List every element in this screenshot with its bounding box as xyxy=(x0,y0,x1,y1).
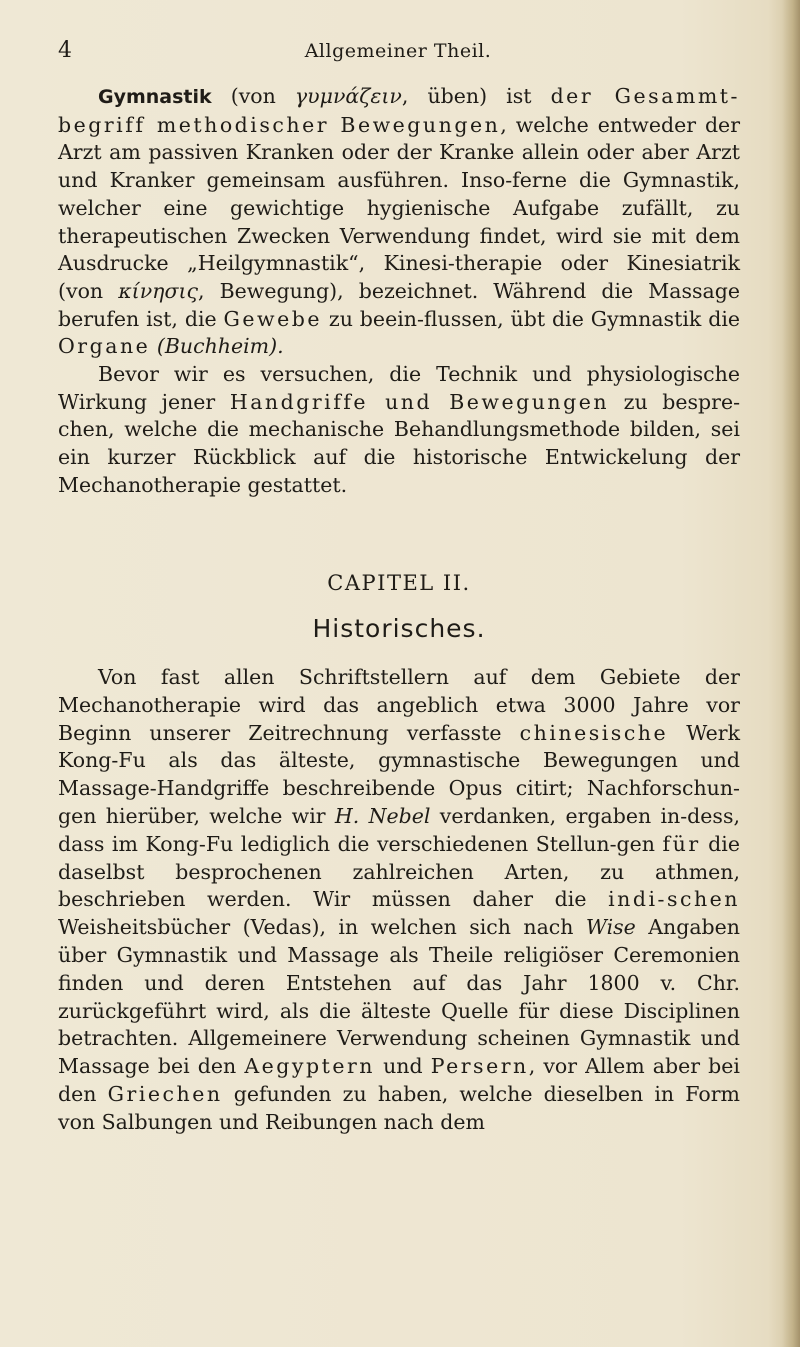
text-run: Angaben über Gymnastik und Massage als Theile religiöser Ceremonien finden und deren Entstehen auf das Jahr 1800 v. Chr. zurückgeführt wird, als die älteste Quelle für diese Disciplinen betrachten. Allgemeinere Verwendung scheinen Gymnastik und Massage bei den xyxy=(58,915,740,1079)
spaced-emphasis: Griechen xyxy=(107,1081,223,1106)
text-run: , Bewegung), bezeichnet. Während die Massage berufen ist, die xyxy=(58,278,741,331)
intro-section xyxy=(58,83,740,500)
page-number: 4 xyxy=(58,38,72,63)
spaced-emphasis: für xyxy=(662,831,701,856)
spaced-emphasis: Aegyptern xyxy=(244,1054,375,1079)
term-gymnastik: Gymnastik xyxy=(98,86,212,108)
spaced-emphasis: chinesische xyxy=(519,720,669,745)
paragraph-gymnastik-definition xyxy=(58,83,740,361)
spaced-emphasis: Persern xyxy=(430,1054,529,1079)
author-citation: H. Nebel xyxy=(334,803,431,828)
text-run: (von xyxy=(211,84,295,108)
spaced-emphasis: indi-schen xyxy=(608,887,740,912)
text-run: gefunden zu haben, welche dieselben in Form von Salbungen und Reibungen nach dem xyxy=(58,1081,740,1134)
paragraph-rueckblick xyxy=(58,361,740,500)
author-citation: (Buchheim). xyxy=(156,334,284,359)
author-citation: Wise xyxy=(585,915,636,940)
text-run: verdanken, ergaben in-dess, dass im Kong-Fu lediglich die verschiedenen Stellun-gen xyxy=(58,803,740,856)
chapter-title: Historisches. xyxy=(312,614,486,643)
paragraph-history xyxy=(58,664,740,1137)
text-run: , vor Allem aber bei den xyxy=(58,1054,740,1106)
greek-word: κίνησις xyxy=(118,278,198,303)
text-run: die daselbst besprochenen zahlreichen Arten, zu athmen, beschrieben werden. Wir müssen daher die xyxy=(58,831,740,912)
text-run: Weisheitsbücher (Vedas), in welchen sich nach xyxy=(58,915,586,940)
chapter-label: CAPITEL II. xyxy=(327,571,471,595)
page-header xyxy=(58,38,738,70)
running-title: Allgemeiner Theil. xyxy=(304,40,492,62)
text-run: Werk Kong-Fu als das älteste, gymnastische Bewegungen und Massage-Handgriffe beschreibende Opus citirt; Nachforschun-gen hierüber, welche wir xyxy=(58,720,740,828)
text-run: zu beein-flussen, übt die Gymnastik die xyxy=(322,306,741,331)
spaced-emphasis: Handgriffe und Bewegungen xyxy=(229,389,610,414)
text-run: Von fast allen Schriftstellern auf dem Gebiete der Mechanotherapie wird das angeblich etwa 3000 Jahre vor Beginn unserer Zeitrechnung verfasste xyxy=(58,665,740,745)
text-run: und xyxy=(374,1054,431,1079)
greek-word: γυμνάζειν xyxy=(294,84,402,108)
history-section xyxy=(58,664,740,1137)
spaced-emphasis: der Gesammt-begriff methodischer Bewegungen xyxy=(58,84,740,137)
text-run: Bevor wir es versuchen, die Technik und physiologische Wirkung jener xyxy=(58,362,740,414)
text-run: , üben) ist xyxy=(401,84,551,108)
text-run: , welche entweder der Arzt am passiven Kranken oder der Kranke allein oder aber Arzt und Kranker gemeinsam ausführen. Inso-ferne die Gymnastik, welcher eine gewichtige hygienische Aufgabe zufällt, zu therapeutischen Zwecken Verwendung findet, wird sie mit dem Ausdrucke „Heilgymnastik“, Kinesi-therapie oder Kinesiatrik (von xyxy=(58,112,740,303)
spaced-emphasis: Organe xyxy=(58,334,151,359)
spaced-emphasis: Gewebe xyxy=(223,306,322,331)
text-run: zu bespre-chen, welche die mechanische Behandlungsmethode bilden, sei ein kurzer Rückblick auf die historische Entwickelung der Mechanotherapie gestattet. xyxy=(58,389,741,497)
page-edge-shadow xyxy=(782,0,800,1347)
